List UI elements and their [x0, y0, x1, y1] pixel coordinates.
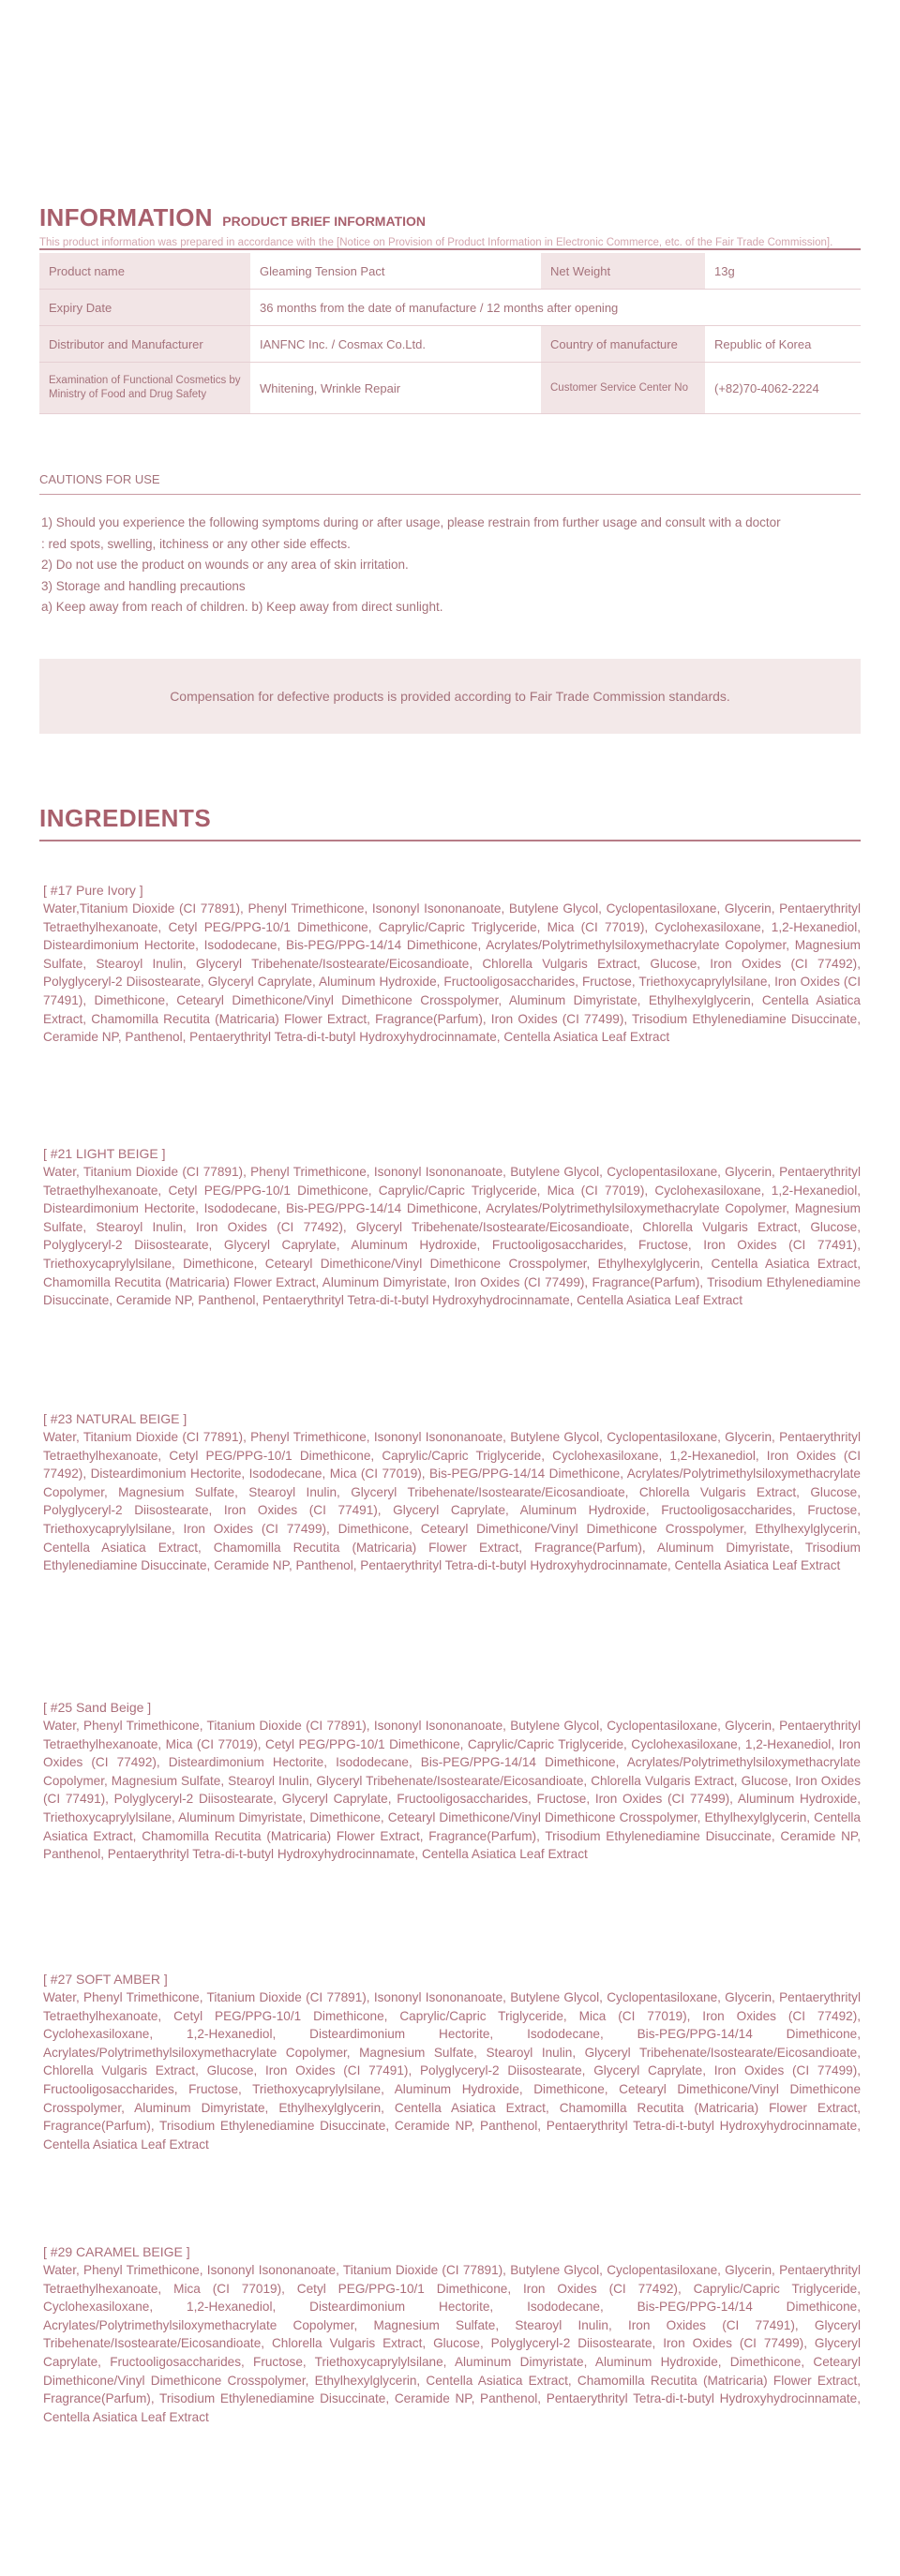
distributor-value: IANFNC Inc. / Cosmax Co.Ltd.: [250, 326, 541, 363]
info-header: [39, 203, 861, 248]
shade-name: [ #21 LIGHT BEIGE ]: [43, 1146, 166, 1161]
cautions-divider: [39, 494, 861, 495]
product-info-table: [39, 253, 861, 414]
shade-ingredient-list: Water, Phenyl Trimethicone, Isononyl Isononanoate, Titanium Dioxide (CI 77891), Butylene Glycol, Cyclopentasiloxane, Glycerin, Pentaerythrityl Tetraethylhexanoate, Mica (CI 77019), Cetyl PEG/PPG-10/1 Dimethicone, Iron Oxides (CI 77492), Caprylic/Capric Triglyceride, Cyclohexasiloxane, 1,2-Hexanediol, Disteardimonium Hectorite, Isododecane, Bis-PEG/PPG-14/14 Dimethicone, Acrylates/Polytrimethylsiloxymethacrylate Copolymer, Magnesium Sulfate, Stearoyl Inulin, Iron Oxides (CI 77491), Glyceryl Tribehenate/Isostearate/Eicosandioate, Chlorella Vulgaris Extract, Glucose, Polyglyceryl-2 Diisostearate, Iron Oxides (CI 77499), Glyceryl Caprylate, Fructooligosaccharides, Fructose, Triethoxycaprylylsilane, Aluminum Dimyristate, Aluminum Hydroxide, Dimethicone, Cetearyl Dimethicone/Vinyl Dimethicone Crosspolymer, Ethylhexylglycerin, Centella Asiatica Extract, Chamomilla Recutita (Matricaria) Flower Extract, Fragrance(Parfum), Trisodium Ethylenediamine Disuccinate, Ceramide NP, Panthenol, Pentaerythrityl Tetra-di-t-butyl Hydroxyhydrocinnamate, Centella Asiatica Leaf Extract: [43, 2263, 861, 2424]
exam-label: Examination of Functional Cosmetics by Ministry of Food and Drug Safety: [39, 363, 250, 414]
customer-service-value: (+82)70-4062-2224: [705, 363, 861, 414]
info-note: This product information was prepared in accordance with the [Notice on Provision of Product Information in Electronic Commerce, etc. of the Fair Trade Commission].: [39, 237, 833, 248]
country-label: Country of manufacture: [541, 326, 705, 363]
shade-name: [ #23 NATURAL BEIGE ]: [43, 1411, 188, 1426]
caution-line: 1) Should you experience the following symptoms during or after usage, please restrain from further usage and consult with a doctor: [41, 515, 781, 529]
shade-ingredients-17: [43, 882, 861, 1047]
shade-ingredient-list: Water, Phenyl Trimethicone, Titanium Dioxide (CI 77891), Isononyl Isononanoate, Butylene Glycol, Cyclopentasiloxane, Glycerin, Pentaerythrityl Tetraethylhexanoate, Cetyl PEG/PPG-10/1 Dimethicone, Caprylic/Capric Triglyceride, Mica (CI 77019), Iron Oxides (CI 77492), Cyclohexasiloxane, 1,2-Hexanediol, Disteardimonium Hectorite, Isododecane, Bis-PEG/PPG-14/14 Dimethicone, Acrylates/Polytrimethylsiloxymethacrylate Copolymer, Magnesium Sulfate, Stearoyl Inulin, Glyceryl Tribehenate/Isostearate/Eicosandioate, Chlorella Vulgaris Extract, Glucose, Iron Oxides (CI 77491), Polyglyceryl-2 Diisostearate, Glyceryl Caprylate, Iron Oxides (CI 77499), Fructooligosaccharides, Fructose, Triethoxycaprylylsilane, Aluminum Hydroxide, Dimethicone, Cetearyl Dimethicone/Vinyl Dimethicone Crosspolymer, Aluminum Dimyristate, Ethylhexylglycerin, Centella Asiatica Extract, Chamomilla Recutita (Matricaria) Flower Extract, Fragrance(Parfum), Trisodium Ethylenediamine Disuccinate, Ceramide NP, Panthenol, Pentaerythrityl Tetra-di-t-butyl Hydroxyhydrocinnamate, Centella Asiatica Leaf Extract: [43, 1990, 861, 2152]
caution-line: 2) Do not use the product on wounds or any area of skin irritation.: [41, 558, 409, 572]
net-weight-value: 13g: [705, 253, 861, 290]
expiry-label: Expiry Date: [39, 290, 250, 326]
shade-ingredient-list: Water, Titanium Dioxide (CI 77891), Phenyl Trimethicone, Isononyl Isononanoate, Butylene Glycol, Cyclopentasiloxane, Glycerin, Pentaerythrityl Tetraethylhexanoate, Cetyl PEG/PPG-10/1 Dimethicone, Caprylic/Capric Triglyceride, Mica (CI 77019), Cyclohexasiloxane, 1,2-Hexanediol, Disteardimonium Hectorite, Isododecane, Bis-PEG/PPG-14/14 Dimethicone, Acrylates/Polytrimethylsiloxymethacrylate Copolymer, Magnesium Sulfate, Stearoyl Inulin, Iron Oxides (CI 77492), Glyceryl Tribehenate/Isostearate/Eicosandioate, Chlorella Vulgaris Extract, Glucose, Polyglyceryl-2 Diisostearate, Glyceryl Caprylate, Aluminum Hydroxide, Fructooligosaccharides, Fructose, Iron Oxides (CI 77491), Triethoxycaprylylsilane, Dimethicone, Cetearyl Dimethicone/Vinyl Dimethicone Crosspolymer, Ethylhexylglycerin, Centella Asiatica Extract, Chamomilla Recutita (Matricaria) Flower Extract, Aluminum Dimyristate, Iron Oxides (CI 77499), Fragrance(Parfum), Trisodium Ethylenediamine Disuccinate, Ceramide NP, Panthenol, Pentaerythrityl Tetra-di-t-butyl Hydroxyhydrocinnamate, Centella Asiatica Leaf Extract: [43, 1165, 861, 1308]
shade-ingredients-25: [43, 1699, 861, 1864]
shade-name: [ #25 Sand Beige ]: [43, 1700, 152, 1715]
customer-service-label: Customer Service Center No: [541, 363, 705, 414]
shade-ingredient-list: Water, Titanium Dioxide (CI 77891), Phenyl Trimethicone, Isononyl Isononanoate, Butylene Glycol, Cyclopentasiloxane, Glycerin, Pentaerythrityl Tetraethylhexanoate, Cetyl PEG/PPG-10/1 Dimethicone, Caprylic/Capric Triglyceride, Cyclohexasiloxane, 1,2-Hexanediol, Iron Oxides (CI 77492), Disteardimonium Hectorite, Isododecane, Mica (CI 77019), Bis-PEG/PPG-14/14 Dimethicone, Acrylates/Polytrimethylsiloxymethacrylate Copolymer, Magnesium Sulfate, Stearoyl Inulin, Glyceryl Tribehenate/Isostearate/Eicosandioate, Chlorella Vulgaris Extract, Glucose, Polyglyceryl-2 Diisostearate, Iron Oxides (CI 77491), Glyceryl Caprylate, Aluminum Hydroxide, Fructooligosaccharides, Fructose, Triethoxycaprylylsilane, Iron Oxides (CI 77499), Dimethicone, Cetearyl Dimethicone/Vinyl Dimethicone Crosspolymer, Ethylhexylglycerin, Centella Asiatica Extract, Chamomilla Recutita (Matricaria) Flower Extract, Fragrance(Parfum), Aluminum Dimyristate, Trisodium Ethylenediamine Disuccinate, Ceramide NP, Panthenol, Pentaerythrityl Tetra-di-t-butyl Hydroxyhydrocinnamate, Centella Asiatica Leaf Extract: [43, 1430, 861, 1573]
shade-ingredient-list: Water, Phenyl Trimethicone, Titanium Dioxide (CI 77891), Isononyl Isononanoate, Butylene Glycol, Cyclopentasiloxane, Glycerin, Pentaerythrityl Tetraethylhexanoate, Mica (CI 77019), Cetyl PEG/PPG-10/1 Dimethicone, Caprylic/Capric Triglyceride, Cyclohexasiloxane, 1,2-Hexanediol, Iron Oxides (CI 77492), Disteardimonium Hectorite, Isododecane, Bis-PEG/PPG-14/14 Dimethicone, Acrylates/Polytrimethylsiloxymethacrylate Copolymer, Magnesium Sulfate, Stearoyl Inulin, Glyceryl Tribehenate/Isostearate/Eicosandioate, Chlorella Vulgaris Extract, Glucose, Iron Oxides (CI 77491), Polyglyceryl-2 Diisostearate, Glyceryl Caprylate, Fructooligosaccharides, Fructose, Iron Oxides (CI 77499), Aluminum Hydroxide, Triethoxycaprylylsilane, Aluminum Dimyristate, Dimethicone, Cetearyl Dimethicone/Vinyl Dimethicone Crosspolymer, Ethylhexylglycerin, Centella Asiatica Extract, Chamomilla Recutita (Matricaria) Flower Extract, Fragrance(Parfum), Trisodium Ethylenediamine Disuccinate, Ceramide NP, Panthenol, Pentaerythrityl Tetra-di-t-butyl Hydroxyhydrocinnamate, Centella Asiatica Leaf Extract: [43, 1719, 861, 1862]
table-row: [39, 326, 861, 363]
cautions-list: [41, 513, 857, 618]
shade-ingredient-list: Water,Titanium Dioxide (CI 77891), Phenyl Trimethicone, Isononyl Isononanoate, Butylene Glycol, Cyclopentasiloxane, Glycerin, Pentaerythrityl Tetraethylhexanoate, Cetyl PEG/PPG-10/1 Dimethicone, Caprylic/Capric Triglyceride, Mica (CI 77019), Cyclohexasiloxane, 1,2-Hexanediol, Disteardimonium Hectorite, Isododecane, Bis-PEG/PPG-14/14 Dimethicone, Acrylates/Polytrimethylsiloxymethacrylate Copolymer, Magnesium Sulfate, Stearoyl Inulin, Glyceryl Tribehenate/Isostearate/Eicosandioate, Chlorella Vulgaris Extract, Glucose, Iron Oxides (CI 77492), Polyglyceryl-2 Diisostearate, Glyceryl Caprylate, Aluminum Hydroxide, Fructooligosaccharides, Fructose, Triethoxycaprylylsilane, Iron Oxides (CI 77491), Dimethicone, Cetearyl Dimethicone/Vinyl Dimethicone Crosspolymer, Aluminum Dimyristate, Ethylhexylglycerin, Centella Asiatica Extract, Chamomilla Recutita (Matricaria) Flower Extract, Fragrance(Parfum), Iron Oxides (CI 77499), Trisodium Ethylenediamine Disuccinate, Ceramide NP, Panthenol, Pentaerythrityl Tetra-di-t-butyl Hydroxyhydrocinnamate, Centella Asiatica Leaf Extract: [43, 901, 861, 1045]
info-divider: [39, 248, 861, 250]
shade-name: [ #17 Pure Ivory ]: [43, 883, 143, 898]
caution-line: 3) Storage and handling precautions: [41, 578, 246, 593]
shade-ingredients-23: [43, 1410, 861, 1575]
ingredients-divider: [39, 840, 861, 841]
compensation-notice: Compensation for defective products is provided according to Fair Trade Commission standards.: [39, 659, 861, 734]
table-row: [39, 363, 861, 414]
info-title: INFORMATION: [39, 203, 213, 231]
caution-line: a) Keep away from reach of children. b) Keep away from direct sunlight.: [41, 600, 443, 614]
cautions-title: CAUTIONS FOR USE: [39, 472, 160, 486]
product-name-value: Gleaming Tension Pact: [250, 253, 541, 290]
table-row: [39, 253, 861, 290]
caution-line: : red spots, swelling, itchiness or any other side effects.: [41, 536, 351, 551]
country-value: Republic of Korea: [705, 326, 861, 363]
info-subtitle: PRODUCT BRIEF INFORMATION: [222, 214, 426, 229]
ingredients-title: INGREDIENTS: [39, 804, 212, 832]
shade-ingredients-27: [43, 1971, 861, 2153]
shade-name: [ #29 CARAMEL BEIGE ]: [43, 2244, 190, 2259]
shade-ingredients-29: [43, 2243, 861, 2426]
expiry-value: 36 months from the date of manufacture / 12 months after opening: [250, 290, 861, 326]
shade-ingredients-21: [43, 1145, 861, 1310]
exam-value: Whitening, Wrinkle Repair: [250, 363, 541, 414]
net-weight-label: Net Weight: [541, 253, 705, 290]
table-row: [39, 290, 861, 326]
shade-name: [ #27 SOFT AMBER ]: [43, 1972, 168, 1987]
product-name-label: Product name: [39, 253, 250, 290]
distributor-label: Distributor and Manufacturer: [39, 326, 250, 363]
